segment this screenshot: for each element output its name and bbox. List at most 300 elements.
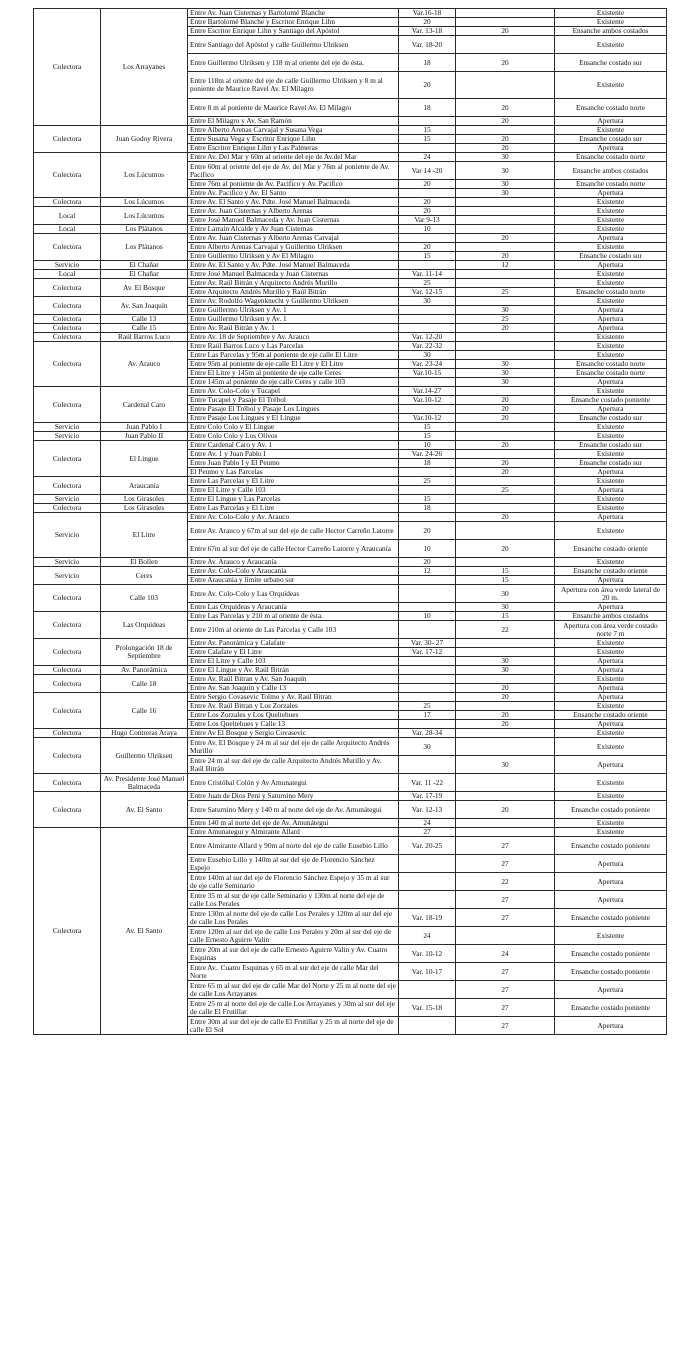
road-category: Colectora bbox=[34, 279, 101, 297]
proposed-width bbox=[456, 387, 555, 396]
road-segment: Entre Almirante Allard y 90m al norte del eje de calle Eusebio Lillo bbox=[188, 837, 399, 855]
current-width bbox=[399, 720, 456, 729]
proposed-width: 20 bbox=[456, 414, 555, 423]
road-category: Colectora bbox=[34, 234, 101, 261]
road-category: Colectora bbox=[34, 297, 101, 315]
current-width: 20 bbox=[399, 72, 456, 99]
road-status: Ensanche costado poniente bbox=[555, 909, 667, 927]
road-name: Prolongación 18 de Septiembre bbox=[101, 639, 188, 666]
current-width bbox=[399, 189, 456, 198]
table-row bbox=[34, 558, 667, 567]
current-width bbox=[399, 576, 456, 585]
current-width bbox=[399, 873, 456, 891]
road-segment: Entre Av. Pacifico y Av. El Santo bbox=[188, 189, 399, 198]
table-row bbox=[34, 342, 667, 351]
proposed-width: 27 bbox=[456, 909, 555, 927]
current-width: 12 bbox=[399, 567, 456, 576]
current-width bbox=[399, 261, 456, 270]
road-status: Apertura bbox=[555, 1017, 667, 1035]
road-status: Existente bbox=[555, 342, 667, 351]
proposed-width: 30 bbox=[456, 369, 555, 378]
current-width: Var.14-27 bbox=[399, 387, 456, 396]
table-row bbox=[34, 792, 667, 801]
proposed-width: 22 bbox=[456, 621, 555, 639]
proposed-width: 27 bbox=[456, 837, 555, 855]
table-row bbox=[34, 153, 667, 162]
table-row bbox=[34, 612, 667, 621]
road-status: Ensanche costado sur bbox=[555, 459, 667, 468]
proposed-width: 30 bbox=[456, 153, 555, 162]
proposed-width: 15 bbox=[456, 567, 555, 576]
proposed-width: 20 bbox=[456, 801, 555, 819]
road-segment: Entre Guillermo Ulriksen y Av. 1 bbox=[188, 315, 399, 324]
road-category: Colectora bbox=[34, 315, 101, 324]
road-status: Apertura con área verde lateral de 20 m. bbox=[555, 585, 667, 603]
road-status: Existente bbox=[555, 387, 667, 396]
proposed-width bbox=[456, 774, 555, 792]
current-width: 15 bbox=[399, 135, 456, 144]
road-segment: Entre Av. Raúl Bitrán y Av. 1 bbox=[188, 324, 399, 333]
road-category: Colectora bbox=[34, 198, 101, 207]
proposed-width bbox=[456, 351, 555, 360]
current-width: 20 bbox=[399, 198, 456, 207]
road-status: Existente bbox=[555, 675, 667, 684]
road-segment: Entre Las Parcelas y El Litre bbox=[188, 477, 399, 486]
road-segment: Entre Av. Colo-Colo y Araucanía bbox=[188, 567, 399, 576]
proposed-width: 20 bbox=[456, 693, 555, 702]
current-width: 20 bbox=[399, 180, 456, 189]
proposed-width bbox=[456, 819, 555, 828]
road-segment: Entre Av. El Bosque y 24 m al sur del eje de calle Arquitecto Andrés Murillo bbox=[188, 738, 399, 756]
road-segment: Entre 210m al oriente de Las Parcelas y Calle 103 bbox=[188, 621, 399, 639]
road-name: Los Arrayanes bbox=[101, 9, 188, 126]
proposed-width: 20 bbox=[456, 405, 555, 414]
road-status: Apertura bbox=[555, 117, 667, 126]
proposed-width: 30 bbox=[456, 360, 555, 369]
proposed-width: 20 bbox=[456, 513, 555, 522]
road-status: Apertura bbox=[555, 315, 667, 324]
road-name: Cardenal Caro bbox=[101, 387, 188, 423]
road-status: Existente bbox=[555, 729, 667, 738]
current-width bbox=[399, 234, 456, 243]
proposed-width bbox=[456, 36, 555, 54]
road-status: Existente bbox=[555, 207, 667, 216]
road-status: Ensanche costado oriente bbox=[555, 540, 667, 558]
road-status: Ensanche costado norte bbox=[555, 360, 667, 369]
road-status: Apertura bbox=[555, 693, 667, 702]
road-status: Apertura bbox=[555, 720, 667, 729]
current-width bbox=[399, 693, 456, 702]
road-name: Ceres bbox=[101, 567, 188, 585]
table-row bbox=[34, 567, 667, 576]
proposed-width: 30 bbox=[456, 180, 555, 189]
current-width bbox=[399, 756, 456, 774]
road-segment: Entre 130m al norte del eje de calle Los Perales y 120m al sur del eje de calle Los Perales bbox=[188, 909, 399, 927]
table-row bbox=[34, 225, 667, 234]
proposed-width: 15 bbox=[456, 576, 555, 585]
current-width bbox=[399, 513, 456, 522]
proposed-width bbox=[456, 216, 555, 225]
current-width bbox=[399, 306, 456, 315]
road-status: Ensanche costado sur bbox=[555, 441, 667, 450]
current-width: 25 bbox=[399, 279, 456, 288]
road-segment: Entre Alberto Arenas Carvajal y Susana Vega bbox=[188, 126, 399, 135]
road-segment: Entre Av. Colo-Colo y Av. Arauco bbox=[188, 513, 399, 522]
road-status: Ensanche costado sur bbox=[555, 252, 667, 261]
road-segment: El Peumo y Las Parcelas bbox=[188, 468, 399, 477]
road-segment: Entre 118m al oriente del eje de calle Guillermo Ulriksen y 8 m al poniente de Maurice Ravel Av. El Milagro bbox=[188, 72, 399, 99]
current-width: Var 9-13 bbox=[399, 216, 456, 225]
current-width: 20 bbox=[399, 243, 456, 252]
road-segment: Entre Av. Juan Cisternas y Alberto Arenas Carvajal bbox=[188, 234, 399, 243]
road-status: Existente bbox=[555, 432, 667, 441]
current-width bbox=[399, 981, 456, 999]
current-width: 10 bbox=[399, 540, 456, 558]
road-status: Existente bbox=[555, 351, 667, 360]
road-name: Calle 13 bbox=[101, 315, 188, 324]
table-row bbox=[34, 261, 667, 270]
current-width: 18 bbox=[399, 54, 456, 72]
proposed-width: 20 bbox=[456, 117, 555, 126]
road-segment: Entre 20m al sur del eje de calle Ernesto Aguirre Valin y Av. Cuatro Esquinas bbox=[188, 945, 399, 963]
proposed-width: 20 bbox=[456, 711, 555, 720]
proposed-width bbox=[456, 558, 555, 567]
current-width: Var. 30- 27 bbox=[399, 639, 456, 648]
current-width: Var. 12-20 bbox=[399, 333, 456, 342]
road-status: Existente bbox=[555, 333, 667, 342]
road-segment: Entre 35 m al sur de eje calle Seminario y 130m al norte del eje de calle Los Perales bbox=[188, 891, 399, 909]
road-status: Apertura bbox=[555, 756, 667, 774]
road-category: Colectora bbox=[34, 675, 101, 693]
current-width: Var. 11-14 bbox=[399, 270, 456, 279]
proposed-width: 30 bbox=[456, 378, 555, 387]
current-width: 17 bbox=[399, 711, 456, 720]
road-status: Existente bbox=[555, 648, 667, 657]
road-status: Existente bbox=[555, 819, 667, 828]
road-status: Apertura bbox=[555, 234, 667, 243]
table-row bbox=[34, 495, 667, 504]
current-width: 18 bbox=[399, 459, 456, 468]
current-width bbox=[399, 378, 456, 387]
road-status: Existente bbox=[555, 36, 667, 54]
table-row bbox=[34, 441, 667, 450]
road-status: Ensanche costado poniente bbox=[555, 396, 667, 405]
current-width: 25 bbox=[399, 477, 456, 486]
road-segment: Entre 120m al sur del eje de calle Los Perales y 20m al sur del eje de calle Ernesto Aguirre Valin bbox=[188, 927, 399, 945]
road-status: Existente bbox=[555, 225, 667, 234]
road-name: Av. El Bosque bbox=[101, 279, 188, 297]
road-segment: Entre Guillermo Ulriksen y Av. 1 bbox=[188, 306, 399, 315]
road-category: Colectora bbox=[34, 792, 101, 828]
road-status: Ensanche costado norte bbox=[555, 99, 667, 117]
road-name: Los Plátanos bbox=[101, 225, 188, 234]
current-width: Var 14 -20 bbox=[399, 162, 456, 180]
table-row bbox=[34, 234, 667, 243]
road-status: Apertura bbox=[555, 576, 667, 585]
current-width: 20 bbox=[399, 558, 456, 567]
road-segment: Entre 60m al oriente del eje de Av. del Mar y 76m al poniente de Av. Pacifico bbox=[188, 162, 399, 180]
proposed-width: 20 bbox=[456, 441, 555, 450]
road-name: Av. San Joaquín bbox=[101, 297, 188, 315]
road-category: Colectora bbox=[34, 441, 101, 477]
road-name: Los Girasoles bbox=[101, 495, 188, 504]
road-status: Existente bbox=[555, 495, 667, 504]
road-segment: Entre Escritor Enrique Lihn y Santiago del Apóstol bbox=[188, 27, 399, 36]
road-status: Ensanche costado poniente bbox=[555, 999, 667, 1017]
current-width bbox=[399, 891, 456, 909]
proposed-width bbox=[456, 504, 555, 513]
road-name: Raúl Barros Luco bbox=[101, 333, 188, 342]
proposed-width bbox=[456, 729, 555, 738]
current-width: Var.10-12 bbox=[399, 414, 456, 423]
road-category: Colectora bbox=[34, 342, 101, 387]
road-segment: Entre 67m al sur del eje de calle Hector Carreño Latorre y Araucanía bbox=[188, 540, 399, 558]
current-width bbox=[399, 675, 456, 684]
road-segment: Entre Escritor Enrique Lihn y Las Palmeras bbox=[188, 144, 399, 153]
road-name: El Chañar bbox=[101, 261, 188, 270]
current-width: Var. 15-18 bbox=[399, 999, 456, 1017]
road-status: Existente bbox=[555, 477, 667, 486]
road-name: Los Lúcumos bbox=[101, 153, 188, 198]
road-status: Existente bbox=[555, 639, 667, 648]
road-category: Servicio bbox=[34, 423, 101, 432]
road-segment: Entre Bartolomé Blanche y Escritor Enrique Lihn bbox=[188, 18, 399, 27]
road-category: Colectora bbox=[34, 504, 101, 513]
proposed-width: 27 bbox=[456, 963, 555, 981]
road-segment: Entre Cristóbal Colón y Av Amunategui bbox=[188, 774, 399, 792]
road-segment: Entre Larraín Alcalde y Av Juan Cisternas bbox=[188, 225, 399, 234]
current-width: Var. 11 -22 bbox=[399, 774, 456, 792]
road-category: Local bbox=[34, 207, 101, 225]
road-segment: Entre El Litre y Calle 103 bbox=[188, 657, 399, 666]
current-width bbox=[399, 486, 456, 495]
current-width: Var. 18-19 bbox=[399, 909, 456, 927]
road-name: Av. Arauco bbox=[101, 342, 188, 387]
road-segment: Entre Av. Arauco y 67m al sur del eje de calle Hector Carreño Latorre bbox=[188, 522, 399, 540]
road-status: Apertura bbox=[555, 873, 667, 891]
current-width: 24 bbox=[399, 819, 456, 828]
road-segment: Entre Amunategui y Almirante Allard bbox=[188, 828, 399, 837]
road-status: Ensanche costado oriente bbox=[555, 567, 667, 576]
proposed-width: 22 bbox=[456, 873, 555, 891]
road-status: Ensanche costado norte bbox=[555, 180, 667, 189]
road-category: Servicio bbox=[34, 558, 101, 567]
road-segment: Entre 30m al sur del eje de calle El Frutillar y 25 m al norte del eje de calle El Sol bbox=[188, 1017, 399, 1035]
road-status: Existente bbox=[555, 522, 667, 540]
road-category: Servicio bbox=[34, 432, 101, 441]
proposed-width: 20 bbox=[456, 459, 555, 468]
road-status: Ensanche costado norte bbox=[555, 153, 667, 162]
current-width bbox=[399, 324, 456, 333]
table-row bbox=[34, 738, 667, 756]
road-segment: Entre Av. Raúl Bitran y Los Zorzales bbox=[188, 702, 399, 711]
road-segment: Entre 25 m al norte del eje de calle Los Arrayanes y 30m al sur del eje de calle El Frutillar bbox=[188, 999, 399, 1017]
current-width: 30 bbox=[399, 297, 456, 306]
road-status: Existente bbox=[555, 216, 667, 225]
proposed-width: 20 bbox=[456, 99, 555, 117]
road-segment: Entre Av. El Santo y Av. Pdte. José Manuel Balmaceda bbox=[188, 198, 399, 207]
road-status: Ensanche costado poniente bbox=[555, 801, 667, 819]
road-segment: Entre El Lingue y Las Parcelas bbox=[188, 495, 399, 504]
road-status: Apertura bbox=[555, 468, 667, 477]
current-width: 25 bbox=[399, 702, 456, 711]
current-width: 24 bbox=[399, 927, 456, 945]
road-category: Colectora bbox=[34, 828, 101, 1035]
road-name: Hugo Contreras Araya bbox=[101, 729, 188, 738]
proposed-width bbox=[456, 495, 555, 504]
road-segment: Entre Av. Raúl Bitrán y Arquitecto Andrés Murillo bbox=[188, 279, 399, 288]
road-status: Apertura bbox=[555, 144, 667, 153]
road-category: Colectora bbox=[34, 612, 101, 639]
current-width: 30 bbox=[399, 351, 456, 360]
proposed-width: 12 bbox=[456, 261, 555, 270]
road-status: Ensanche costado norte bbox=[555, 288, 667, 297]
table-row bbox=[34, 774, 667, 792]
road-table bbox=[33, 8, 667, 1035]
road-segment: Entre Guillermo Ulriksen y Av El Milagro bbox=[188, 252, 399, 261]
proposed-width: 27 bbox=[456, 891, 555, 909]
current-width bbox=[399, 657, 456, 666]
table-row bbox=[34, 324, 667, 333]
road-segment: Entre Av. 1 y Juan Pablo I bbox=[188, 450, 399, 459]
table-row bbox=[34, 270, 667, 279]
proposed-width: 30 bbox=[456, 306, 555, 315]
road-status: Existente bbox=[555, 72, 667, 99]
road-category: Servicio bbox=[34, 495, 101, 504]
road-category: Local bbox=[34, 270, 101, 279]
road-status: Ensanche costado poniente bbox=[555, 837, 667, 855]
road-status: Existente bbox=[555, 828, 667, 837]
current-width bbox=[399, 855, 456, 873]
road-status: Ensanche costado sur bbox=[555, 135, 667, 144]
road-name: El Litre bbox=[101, 513, 188, 558]
road-status: Existente bbox=[555, 792, 667, 801]
road-segment: Entre Av. San Joaquín y Calle 13 bbox=[188, 684, 399, 693]
road-name: Calle 16 bbox=[101, 693, 188, 729]
table-row bbox=[34, 432, 667, 441]
proposed-width: 27 bbox=[456, 855, 555, 873]
current-width: 10 bbox=[399, 612, 456, 621]
road-segment: Entre Araucanía y límite urbano sur bbox=[188, 576, 399, 585]
road-segment: Entre Av. Rodolfo Wagenknecht y Guillermo Ulriksen bbox=[188, 297, 399, 306]
proposed-width: 30 bbox=[456, 657, 555, 666]
road-segment: Entre Guillermo Ulriksen y 118 m al oriente del eje de ésta. bbox=[188, 54, 399, 72]
road-segment: Entre El Milagro y Av. San Ramón bbox=[188, 117, 399, 126]
proposed-width bbox=[456, 342, 555, 351]
current-width: Var. 20-25 bbox=[399, 837, 456, 855]
table-row bbox=[34, 423, 667, 432]
road-segment: Entre Av. Juan Cisternas y Bartolomé Blanche bbox=[188, 9, 399, 18]
road-category: Colectora bbox=[34, 729, 101, 738]
road-category: Colectora bbox=[34, 666, 101, 675]
road-segment: Entre Av. Del Mar y 60m al oriente del eje de Av.del Mar bbox=[188, 153, 399, 162]
proposed-width bbox=[456, 432, 555, 441]
road-category: Colectora bbox=[34, 324, 101, 333]
table-row bbox=[34, 504, 667, 513]
current-width: 15 bbox=[399, 423, 456, 432]
proposed-width bbox=[456, 270, 555, 279]
road-segment: Entre Tucapel y Pasaje El Trébol bbox=[188, 396, 399, 405]
proposed-width bbox=[456, 333, 555, 342]
road-segment: Entre Av.. Cuatro Esquinas y 65 m al sur del eje de calle Mar del Norte bbox=[188, 963, 399, 981]
current-width: 27 bbox=[399, 828, 456, 837]
road-segment: Entre El Litre y Calle 103 bbox=[188, 486, 399, 495]
road-status: Existente bbox=[555, 9, 667, 18]
table-row bbox=[34, 729, 667, 738]
current-width: 15 bbox=[399, 126, 456, 135]
road-status: Apertura bbox=[555, 684, 667, 693]
current-width: 18 bbox=[399, 99, 456, 117]
road-status: Ensanche ambos costados bbox=[555, 612, 667, 621]
table-row bbox=[34, 585, 667, 603]
road-segment: Entre 95m al poniente de eje calle El Litre y El Litre bbox=[188, 360, 399, 369]
road-category: Colectora bbox=[34, 126, 101, 153]
road-category: Colectora bbox=[34, 153, 101, 198]
road-status: Existente bbox=[555, 558, 667, 567]
road-status: Apertura con área verde costado norte 7 m bbox=[555, 621, 667, 639]
road-name: Guillermo Ulriksen bbox=[101, 738, 188, 774]
current-width: Var.16-18 bbox=[399, 9, 456, 18]
current-width bbox=[399, 603, 456, 612]
current-width: 20 bbox=[399, 18, 456, 27]
proposed-width bbox=[456, 18, 555, 27]
road-name: Juan Godoy Rivera bbox=[101, 126, 188, 153]
road-status: Apertura bbox=[555, 405, 667, 414]
road-segment: Entre Eusebio Lillo y 140m al sur del eje de Florencio Sánchez Espejo bbox=[188, 855, 399, 873]
road-segment: Entre 140m al sur del eje de Florencio Sánchez Espejo y 35 m al sur de eje calle Seminario bbox=[188, 873, 399, 891]
road-status: Existente bbox=[555, 423, 667, 432]
proposed-width: 30 bbox=[456, 666, 555, 675]
table-row bbox=[34, 9, 667, 18]
road-category: Colectora bbox=[34, 738, 101, 774]
road-category: Colectora bbox=[34, 639, 101, 666]
proposed-width: 25 bbox=[456, 486, 555, 495]
current-width: Var. 13-18 bbox=[399, 27, 456, 36]
road-name: Av. Presidente José Manuel Balmaceda bbox=[101, 774, 188, 792]
road-category: Servicio bbox=[34, 567, 101, 585]
road-name: Los Girasoles bbox=[101, 504, 188, 513]
current-width bbox=[399, 117, 456, 126]
road-segment: Entre 24 m al sur del eje de calle Arquitecto Andrés Murillo y Av. Raúl Bitrán bbox=[188, 756, 399, 774]
road-segment: Entre Juan Pablo I y El Peumo bbox=[188, 459, 399, 468]
road-status: Apertura bbox=[555, 306, 667, 315]
current-width bbox=[399, 684, 456, 693]
road-segment: Entre Las Orquídeas y Araucanía bbox=[188, 603, 399, 612]
road-segment: Entre Saturnino Mery y 140 m al norte del eje de Av. Amunátegui bbox=[188, 801, 399, 819]
table-row bbox=[34, 693, 667, 702]
current-width bbox=[399, 144, 456, 153]
road-status: Apertura bbox=[555, 378, 667, 387]
road-name: El Chañar bbox=[101, 270, 188, 279]
road-category: Servicio bbox=[34, 513, 101, 558]
road-status: Apertura bbox=[555, 981, 667, 999]
proposed-width: 20 bbox=[456, 234, 555, 243]
road-status: Existente bbox=[555, 927, 667, 945]
road-status: Existente bbox=[555, 243, 667, 252]
current-width: 10 bbox=[399, 225, 456, 234]
proposed-width bbox=[456, 828, 555, 837]
proposed-width bbox=[456, 522, 555, 540]
road-segment: Entre Las Parcelas y 210 m al oriente de ésta. bbox=[188, 612, 399, 621]
road-name: Juan Pablo I bbox=[101, 423, 188, 432]
proposed-width bbox=[456, 792, 555, 801]
proposed-width bbox=[456, 279, 555, 288]
road-segment: Entre Colo Colo y El Lingue bbox=[188, 423, 399, 432]
road-segment: Entre El Lingue y Av. Raúl Bitrán bbox=[188, 666, 399, 675]
road-category: Colectora bbox=[34, 333, 101, 342]
current-width: 20 bbox=[399, 207, 456, 216]
road-status: Ensanche ambos costados bbox=[555, 162, 667, 180]
